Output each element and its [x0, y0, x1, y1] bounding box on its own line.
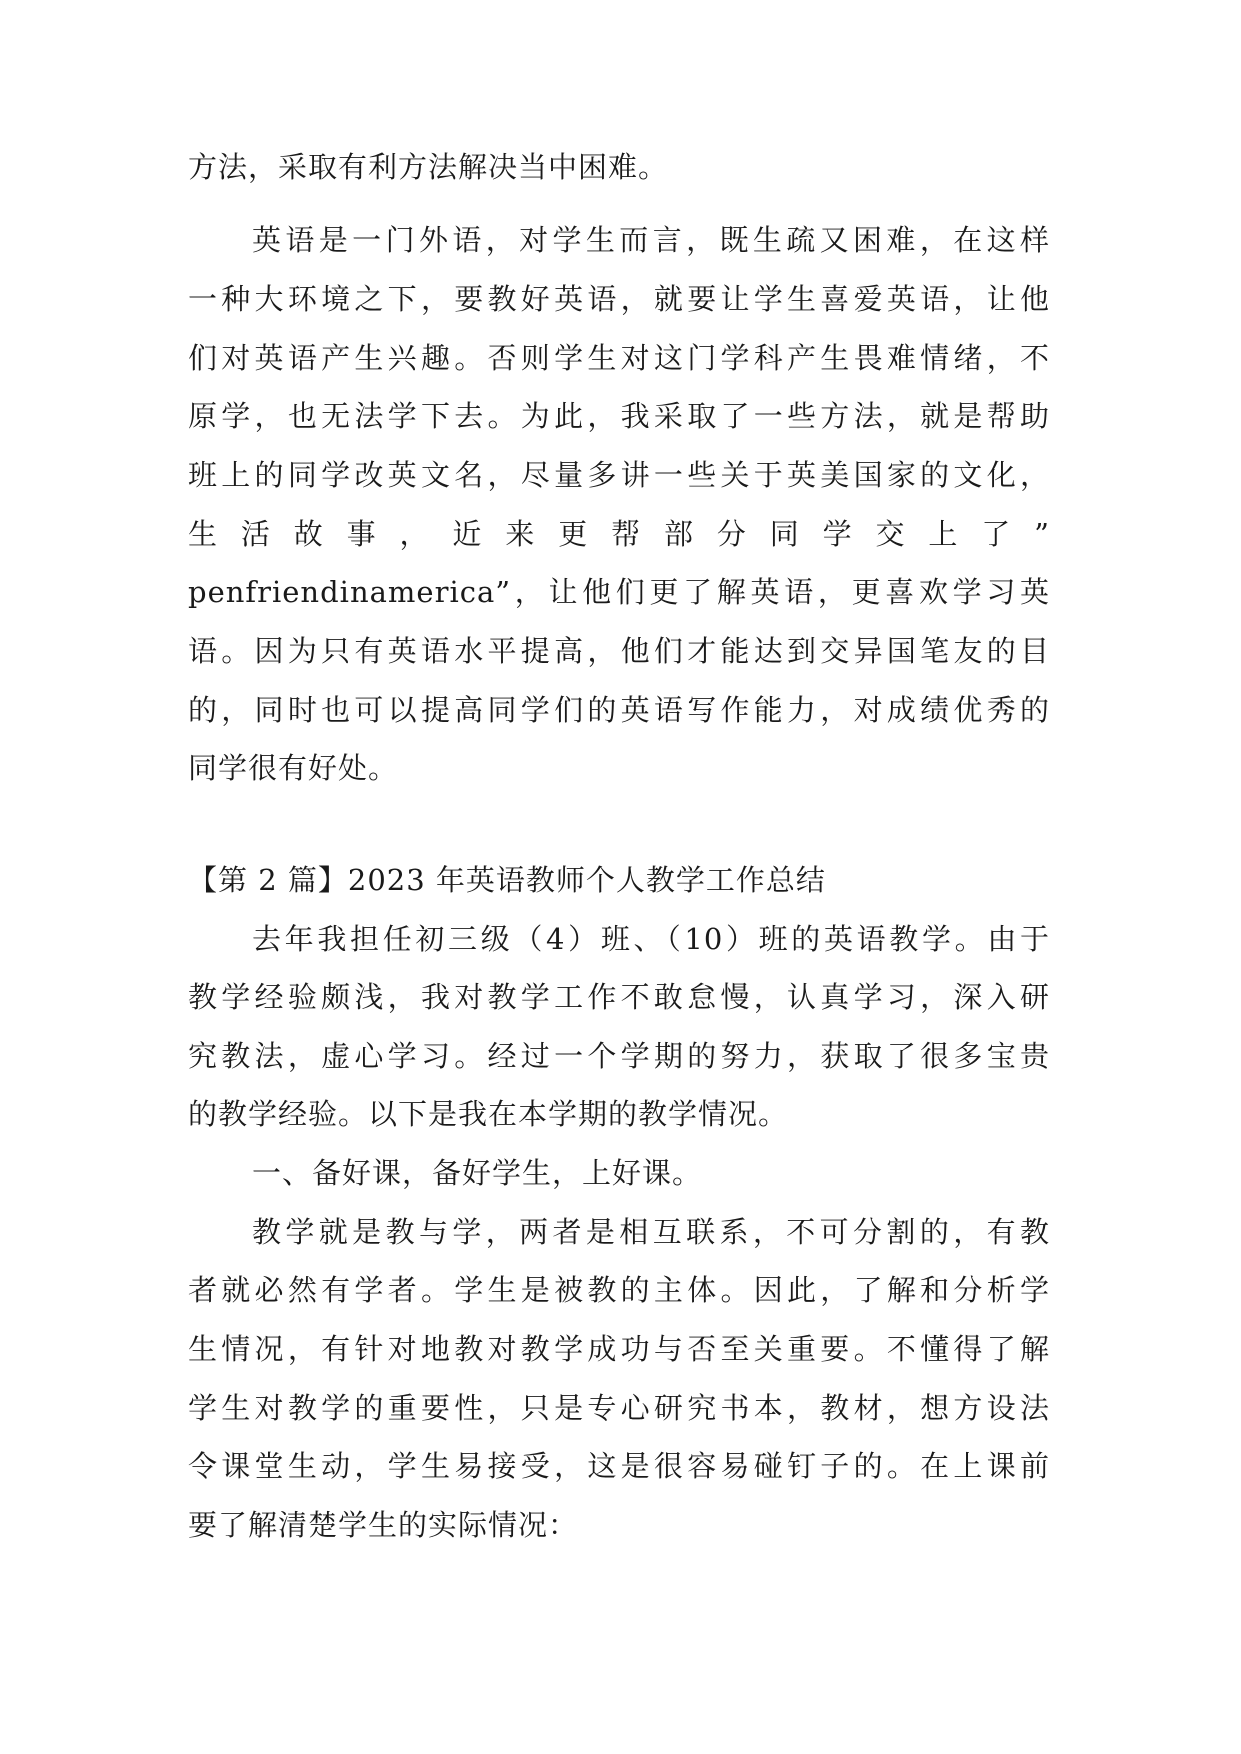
- paragraph-line: 教学经验颇浅，我对教学工作不敢怠慢，认真学习，深入研: [188, 980, 1050, 1014]
- paragraph-line: 学生对教学的重要性，只是专心研究书本，教材，想方设法: [188, 1391, 1050, 1425]
- paragraph-line: 们对英语产生兴趣。否则学生对这门学科产生畏难情绪，不: [188, 341, 1050, 375]
- paragraph-line: 生情况，有针对地教对教学成功与否至关重要。不懂得了解: [188, 1332, 1050, 1366]
- paragraph-line: 班上的同学改英文名，尽量多讲一些关于英美国家的文化，: [188, 458, 1050, 492]
- paragraph-line: 究教法，虚心学习。经过一个学期的努力，获取了很多宝贵: [188, 1039, 1050, 1073]
- subheading: 一、备好课，备好学生，上好课。: [252, 1156, 703, 1190]
- paragraph-line: 的教学经验。以下是我在本学期的教学情况。: [188, 1097, 789, 1131]
- paragraph-line: 令课堂生动，学生易接受，这是很容易碰钉子的。在上课前: [188, 1449, 1050, 1483]
- paragraph-line: 要了解清楚学生的实际情况：: [188, 1508, 579, 1542]
- paragraph-line: 语。因为只有英语水平提高，他们才能达到交异国笔友的目: [188, 634, 1050, 668]
- paragraph-line: 原学，也无法学下去。为此，我采取了一些方法，就是帮助: [188, 399, 1050, 433]
- document-body: [188, 0, 1050, 1754]
- paragraph-line: 英语是一门外语，对学生而言，既生疏又困难，在这样: [252, 223, 1050, 257]
- paragraph-line: penfriendinamerica”，让他们更了解英语，更喜欢学习英: [188, 575, 1050, 609]
- paragraph-line: 者就必然有学者。学生是被教的主体。因此，了解和分析学: [188, 1273, 1050, 1307]
- paragraph-line: 同学很有好处。: [188, 751, 399, 785]
- paragraph-line: 的，同时也可以提高同学们的英语写作能力，对成绩优秀的: [188, 693, 1050, 727]
- paragraph-line: 教学就是教与学，两者是相互联系，不可分割的，有教: [252, 1215, 1050, 1249]
- paragraph-line: 一种大环境之下，要教好英语，就要让学生喜爱英语，让他: [188, 282, 1050, 316]
- paragraph-line: 方法，采取有利方法解决当中困难。: [188, 150, 669, 184]
- paragraph-line: 生活故事，近来更帮部分同学交上了”: [188, 517, 1050, 551]
- paragraph-line: 去年我担任初三级（4）班、（10）班的英语教学。由于: [252, 922, 1050, 956]
- section-heading: 【第 2 篇】2023 年英语教师个人教学工作总结: [188, 863, 826, 897]
